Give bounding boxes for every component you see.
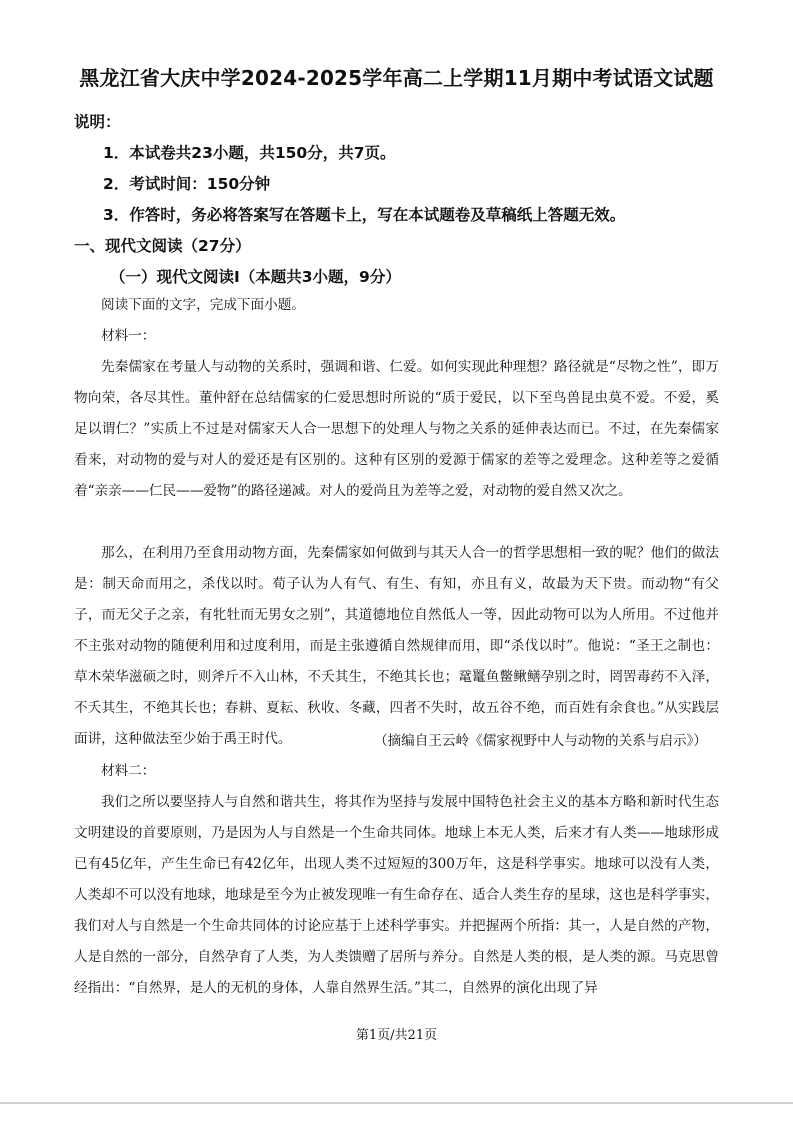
document-title: 黑龙江省大庆中学2024-2025学年高二上学期11月期中考试语文试题 (79, 66, 714, 90)
bottom-divider (0, 1102, 793, 1104)
material2-label: 材料二： (101, 763, 156, 779)
instruction-item: 2．考试时间：150分钟 (103, 175, 271, 193)
reading-prompt: 阅读下面的文字，完成下面小题。 (101, 297, 305, 313)
instruction-item: 1．本试卷共23小题，共150分，共7页。 (103, 144, 396, 162)
instruction-item: 3．作答时，务必将答案写在答题卡上，写在本试题卷及草稿纸上答题无效。 (103, 206, 626, 224)
material2-paragraph: 我们之所以要坚持人与自然和谐共生，将其作为坚持与发展中国特色社会主义的基本方略和新时代生态文明建设的首要原则，乃是因为人与自然是一个生命共同体。地球上本无人类，后来才有人类——地球形成已有45亿年，产生生命已有42亿年，出现人类不过短短的300万年，这是科学事实。地球可以没有人类，人类却不可以没有地球，地球是至今为止被发现唯一有生命存在、适合人类生存的星球，这也是科学事实，我们对人与自然是一个生命共同体的讨论应基于上述科学事实。并把握两个所指：其一，人是自然的产物，人是自然的一部分，自然孕育了人类，为人类馈赠了居所与养分。自然是人类的根，是人类的源。马克思曾经指出：“自然界，是人的无机的身体，人靠自然界生活。”其二，自然界的演化出现了异 (74, 794, 719, 996)
instructions-heading: 说明： (74, 113, 121, 131)
material1-source: （摘编自王云岭《儒家视野中人与动物的关系与启示》） (373, 733, 707, 749)
material1-paragraph: 先秦儒家在考量人与动物的关系时，强调和谐、仁爱。如何实现此种理想？路径就是“尽物之性”，即万物向荣，各尽其性。董仲舒在总结儒家的仁爱思想时所说的“质于爱民，以下至鸟兽昆虫莫不爱。不爱，奚足以谓仁？”实质上不过是对儒家天人合一思想下的处理人与物之关系的延伸表达而已。不过，在先秦儒家看来，对动物的爱与对人的爱还是有区别的。这种有区别的爱源于儒家的差等之爱理念。这种差等之爱循着“亲亲——仁民——爱物”的路径递减。对人的爱尚且为差等之爱，对动物的爱自然又次之。 (74, 359, 719, 499)
section-heading: 一、现代文阅读（27分） (74, 237, 251, 255)
material1-paragraph: 那么，在利用乃至食用动物方面，先秦儒家如何做到与其天人合一的哲学思想相一致的呢？他们的做法是：制天命而用之，杀伐以时。荀子认为人有气、有生、有知，亦且有义，故最为天下贵。而动物“有父子，而无父子之亲，有牝牡而无男女之别”，其道德地位自然低人一等，因此动物可以为人所用。不过他并不主张对动物的随便利用和过度利用，而是主张遵循自然规律而用，即“杀伐以时”。他说：“圣王之制也：草木荣华滋硕之时，则斧斤不入山林，不夭其生，不绝其长也；鼋鼍鱼鳖鳅鳝孕别之时，罔罟毒药不入泽，不夭其生，不绝其长也；春耕、夏耘、秋收、冬藏，四者不失时，故五谷不绝，而百姓有余食也。”从实践层面讲，这种做法至少始于禹王时代。 (74, 545, 719, 747)
subsection-heading: （一）现代文阅读Ⅰ（本题共3小题，9分） (110, 268, 401, 286)
page-footer: 第1页/共21页 (355, 1028, 438, 1043)
material1-label: 材料一： (101, 328, 156, 344)
